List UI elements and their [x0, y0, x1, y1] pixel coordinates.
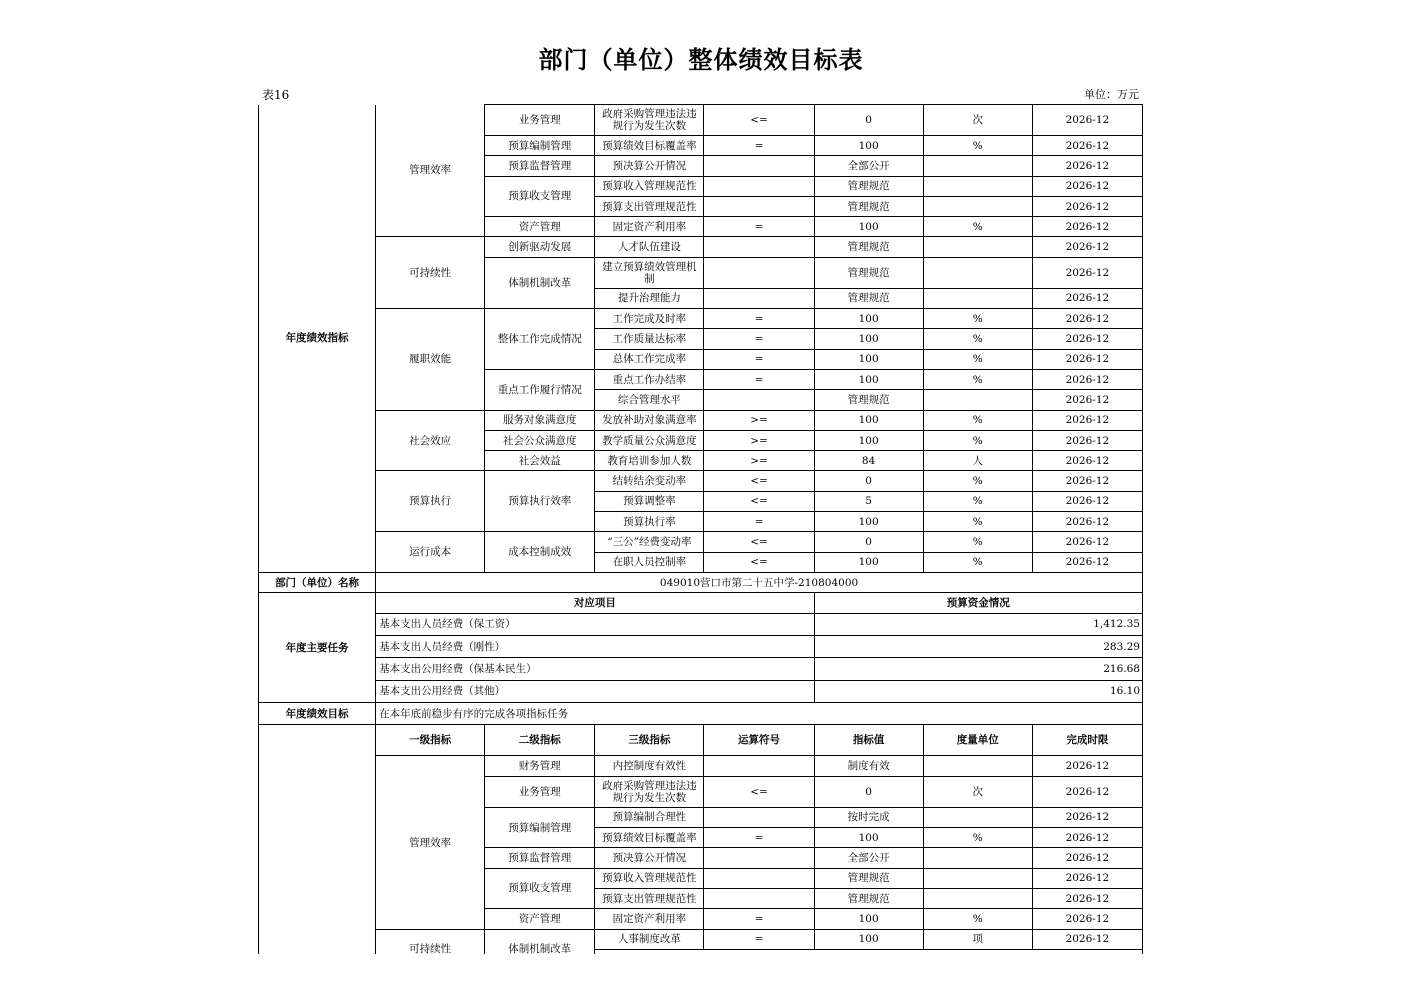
operator-cell: =	[704, 929, 814, 949]
level2-cell: 预算监督管理	[485, 156, 595, 176]
table-number: 表16	[262, 88, 290, 102]
level2-cell: 服务对象满意度	[485, 410, 595, 430]
dept-name-value: 049010营口市第二十五中学-210804000	[376, 572, 1143, 592]
col-header-operator: 运算符号	[704, 725, 814, 756]
operator-cell: <=	[704, 491, 814, 511]
operator-cell	[704, 390, 814, 410]
amount-cell: 216.68	[814, 658, 1142, 680]
section-label-annual-tasks: 年度主要任务	[259, 593, 376, 703]
level3-cell: 预算收入管理规范性	[595, 176, 704, 196]
amount-cell: 283.29	[814, 635, 1142, 657]
deadline-cell: 2026-12	[1032, 349, 1142, 369]
level3-cell: 预算执行率	[595, 512, 704, 532]
unit-cell: %	[923, 430, 1032, 450]
deadline-cell: 2026-12	[1032, 888, 1142, 908]
value-cell: 管理规范	[814, 257, 923, 288]
value-cell: 100	[814, 410, 923, 430]
level2-cell: 财务管理	[485, 756, 595, 776]
project-cell: 基本支出公用经费（其他）	[376, 680, 814, 702]
deadline-cell: 2026-12	[1032, 410, 1142, 430]
value-cell: 100	[814, 909, 923, 929]
value-cell: 全部公开	[814, 156, 923, 176]
level3-cell: 政府采购管理违法违规行为发生次数	[595, 776, 704, 807]
unit-cell	[923, 848, 1032, 868]
table-row	[259, 725, 1143, 756]
performance-target-table	[258, 104, 1143, 954]
deadline-cell: 2026-12	[1032, 237, 1142, 257]
operator-cell: =	[704, 136, 814, 156]
operator-cell: >=	[704, 410, 814, 430]
unit-cell: %	[923, 369, 1032, 389]
operator-cell: >=	[704, 430, 814, 450]
operator-cell: <=	[704, 105, 814, 136]
deadline-cell: 2026-12	[1032, 848, 1142, 868]
level3-cell: 建立预算绩效管理机制	[595, 257, 704, 288]
operator-cell	[704, 848, 814, 868]
table-row	[259, 593, 1143, 613]
level3-cell: 总体工作完成率	[595, 349, 704, 369]
unit-cell: %	[923, 349, 1032, 369]
level2-cell: 成本控制成效	[485, 532, 595, 573]
deadline-cell: 2026-12	[1032, 430, 1142, 450]
deadline-cell: 2026-12	[1032, 828, 1142, 848]
value-cell: 管理规范	[814, 237, 923, 257]
value-cell: 100	[814, 929, 923, 949]
level2-cell: 创新驱动发展	[485, 237, 595, 257]
level3-cell: 预算支出管理规范性	[595, 888, 704, 908]
value-cell: 100	[814, 329, 923, 349]
deadline-cell: 2026-12	[1032, 776, 1142, 807]
level3-cell: 固定资产利用率	[595, 909, 704, 929]
table-row	[259, 471, 1143, 491]
level1-cell: 预算执行	[376, 471, 485, 532]
col-header-deadline: 完成时限	[1032, 725, 1142, 756]
table-row	[259, 680, 1143, 702]
table-cell-cut	[595, 949, 1143, 954]
operator-cell: =	[704, 512, 814, 532]
deadline-cell: 2026-12	[1032, 491, 1142, 511]
col-header-value: 指标值	[814, 725, 923, 756]
budget-header: 预算资金情况	[814, 593, 1142, 613]
unit-cell: %	[923, 329, 1032, 349]
operator-cell: =	[704, 329, 814, 349]
value-cell: 管理规范	[814, 390, 923, 410]
level2-cell: 预算编制管理	[485, 136, 595, 156]
value-cell: 管理规范	[814, 288, 923, 308]
unit-cell: %	[923, 512, 1032, 532]
value-cell: 100	[814, 136, 923, 156]
unit-cell: %	[923, 491, 1032, 511]
table-row	[259, 929, 1143, 949]
level3-cell: 预决算公开情况	[595, 848, 704, 868]
unit-cell: %	[923, 828, 1032, 848]
value-cell: 0	[814, 105, 923, 136]
amount-cell: 16.10	[814, 680, 1142, 702]
level3-cell: 结转结余变动率	[595, 471, 704, 491]
operator-cell	[704, 257, 814, 288]
operator-cell	[704, 176, 814, 196]
unit-cell	[923, 888, 1032, 908]
unit-cell	[923, 156, 1032, 176]
value-cell: 全部公开	[814, 848, 923, 868]
level1-cell: 履职效能	[376, 309, 485, 410]
deadline-cell: 2026-12	[1032, 105, 1142, 136]
table-row	[259, 410, 1143, 430]
level3-cell: 预算编制合理性	[595, 807, 704, 827]
table-row	[259, 613, 1143, 635]
deadline-cell: 2026-12	[1032, 136, 1142, 156]
unit-cell: %	[923, 217, 1032, 237]
deadline-cell: 2026-12	[1032, 196, 1142, 216]
level3-cell: 在职人员控制率	[595, 552, 704, 572]
value-cell: 100	[814, 369, 923, 389]
level2-cell: 预算执行效率	[485, 471, 595, 532]
col-header-level2: 二级指标	[485, 725, 595, 756]
operator-cell: =	[704, 909, 814, 929]
operator-cell: =	[704, 369, 814, 389]
value-cell: 管理规范	[814, 196, 923, 216]
value-cell: 100	[814, 828, 923, 848]
level3-cell: 固定资产利用率	[595, 217, 704, 237]
unit-cell: %	[923, 136, 1032, 156]
level2-cell: 重点工作履行情况	[485, 369, 595, 410]
unit-cell	[923, 390, 1032, 410]
col-header-level1: 一级指标	[376, 725, 485, 756]
project-header: 对应项目	[376, 593, 814, 613]
level3-cell: 重点工作办结率	[595, 369, 704, 389]
level2-cell: 资产管理	[485, 217, 595, 237]
table-row	[259, 309, 1143, 329]
level3-cell: 预算收入管理规范性	[595, 868, 704, 888]
page-title: 部门（单位）整体绩效目标表	[538, 46, 864, 74]
level3-cell: 综合管理水平	[595, 390, 704, 410]
operator-cell	[704, 288, 814, 308]
deadline-cell: 2026-12	[1032, 288, 1142, 308]
value-cell: 100	[814, 217, 923, 237]
table-row	[259, 703, 1143, 725]
operator-cell	[704, 868, 814, 888]
operator-cell: =	[704, 349, 814, 369]
level1-cell: 管理效率	[376, 756, 485, 929]
deadline-cell: 2026-12	[1032, 909, 1142, 929]
col-header-level3: 三级指标	[595, 725, 704, 756]
level3-cell: 人才队伍建设	[595, 237, 704, 257]
level3-cell: 工作质量达标率	[595, 329, 704, 349]
unit-cell	[923, 756, 1032, 776]
table-row	[259, 532, 1143, 552]
level2-cell: 社会公众满意度	[485, 430, 595, 450]
value-cell: 0	[814, 532, 923, 552]
level1-cell: 管理效率	[376, 105, 485, 237]
unit-cell: %	[923, 532, 1032, 552]
level3-cell: 预算绩效目标覆盖率	[595, 828, 704, 848]
table-row	[259, 105, 1143, 136]
table-row	[259, 635, 1143, 657]
level3-cell: 内控制度有效性	[595, 756, 704, 776]
level3-cell: 工作完成及时率	[595, 309, 704, 329]
operator-cell: <=	[704, 532, 814, 552]
deadline-cell: 2026-12	[1032, 756, 1142, 776]
value-cell: 管理规范	[814, 888, 923, 908]
deadline-cell: 2026-12	[1032, 451, 1142, 471]
deadline-cell: 2026-12	[1032, 329, 1142, 349]
value-cell: 100	[814, 349, 923, 369]
deadline-cell: 2026-12	[1032, 309, 1142, 329]
value-cell: 100	[814, 512, 923, 532]
level3-cell: 人事制度改革	[595, 929, 704, 949]
dept-name-label: 部门（单位）名称	[259, 572, 376, 592]
level3-cell: 发放补助对象满意率	[595, 410, 704, 430]
operator-cell: <=	[704, 776, 814, 807]
level2-cell: 整体工作完成情况	[485, 309, 595, 370]
section-label-annual-indicators-blank	[259, 725, 376, 954]
deadline-cell: 2026-12	[1032, 807, 1142, 827]
level2-cell: 预算编制管理	[485, 807, 595, 848]
value-cell: 管理规范	[814, 176, 923, 196]
value-cell: 84	[814, 451, 923, 471]
deadline-cell: 2026-12	[1032, 369, 1142, 389]
value-cell: 0	[814, 776, 923, 807]
unit-cell	[923, 196, 1032, 216]
operator-cell: =	[704, 309, 814, 329]
level1-cell: 可持续性	[376, 929, 485, 954]
level2-cell: 社会效益	[485, 451, 595, 471]
deadline-cell: 2026-12	[1032, 217, 1142, 237]
level2-cell: 预算收支管理	[485, 868, 595, 909]
level3-cell: 预算支出管理规范性	[595, 196, 704, 216]
level3-cell: 提升治理能力	[595, 288, 704, 308]
unit-cell	[923, 807, 1032, 827]
table-row	[259, 237, 1143, 257]
amount-cell: 1,412.35	[814, 613, 1142, 635]
operator-cell: <=	[704, 552, 814, 572]
section-label-annual-indicators: 年度绩效指标	[259, 105, 376, 573]
level3-cell: 政府采购管理违法违规行为发生次数	[595, 105, 704, 136]
unit-cell	[923, 176, 1032, 196]
operator-cell	[704, 237, 814, 257]
deadline-cell: 2026-12	[1032, 257, 1142, 288]
project-cell: 基本支出人员经费（保工资）	[376, 613, 814, 635]
table-row	[259, 658, 1143, 680]
deadline-cell: 2026-12	[1032, 156, 1142, 176]
deadline-cell: 2026-12	[1032, 929, 1142, 949]
unit-cell: %	[923, 552, 1032, 572]
col-header-unit: 度量单位	[923, 725, 1032, 756]
unit-label: 单位：万元	[1084, 88, 1139, 101]
level3-cell: 教学质量公众满意度	[595, 430, 704, 450]
project-cell: 基本支出公用经费（保基本民生）	[376, 658, 814, 680]
level2-cell: 体制机制改革	[485, 929, 595, 954]
project-cell: 基本支出人员经费（刚性）	[376, 635, 814, 657]
unit-cell: 人	[923, 451, 1032, 471]
level3-cell: 预算绩效目标覆盖率	[595, 136, 704, 156]
unit-cell	[923, 257, 1032, 288]
deadline-cell: 2026-12	[1032, 868, 1142, 888]
operator-cell: =	[704, 828, 814, 848]
level2-cell: 业务管理	[485, 105, 595, 136]
level1-cell: 可持续性	[376, 237, 485, 309]
operator-cell: >=	[704, 451, 814, 471]
deadline-cell: 2026-12	[1032, 532, 1142, 552]
level2-cell: 体制机制改革	[485, 257, 595, 308]
unit-cell: %	[923, 471, 1032, 491]
unit-cell	[923, 237, 1032, 257]
value-cell: 0	[814, 471, 923, 491]
value-cell: 100	[814, 309, 923, 329]
level2-cell: 业务管理	[485, 776, 595, 807]
unit-cell	[923, 288, 1032, 308]
performance-table-wrapper	[258, 104, 1144, 954]
annual-goal-text: 在本年底前稳步有序的完成各项指标任务	[376, 703, 1143, 725]
unit-cell: %	[923, 410, 1032, 430]
level3-cell: 教育培训参加人数	[595, 451, 704, 471]
operator-cell	[704, 156, 814, 176]
unit-cell: %	[923, 309, 1032, 329]
deadline-cell: 2026-12	[1032, 176, 1142, 196]
level3-cell: “三公”经费变动率	[595, 532, 704, 552]
level1-cell: 社会效应	[376, 410, 485, 471]
value-cell: 5	[814, 491, 923, 511]
level3-cell: 预决算公开情况	[595, 156, 704, 176]
operator-cell: <=	[704, 471, 814, 491]
table-row	[259, 756, 1143, 776]
level2-cell: 预算收支管理	[485, 176, 595, 217]
level2-cell: 资产管理	[485, 909, 595, 929]
operator-cell	[704, 807, 814, 827]
level2-cell: 预算监督管理	[485, 848, 595, 868]
deadline-cell: 2026-12	[1032, 552, 1142, 572]
operator-cell: =	[704, 217, 814, 237]
deadline-cell: 2026-12	[1032, 390, 1142, 410]
operator-cell	[704, 888, 814, 908]
value-cell: 按时完成	[814, 807, 923, 827]
unit-cell	[923, 868, 1032, 888]
value-cell: 100	[814, 430, 923, 450]
unit-cell: %	[923, 909, 1032, 929]
level1-cell: 运行成本	[376, 532, 485, 573]
operator-cell	[704, 756, 814, 776]
table-row	[259, 572, 1143, 592]
value-cell: 100	[814, 552, 923, 572]
unit-cell: 次	[923, 105, 1032, 136]
level3-cell: 预算调整率	[595, 491, 704, 511]
unit-cell: 项	[923, 929, 1032, 949]
value-cell: 管理规范	[814, 868, 923, 888]
deadline-cell: 2026-12	[1032, 512, 1142, 532]
operator-cell	[704, 196, 814, 216]
deadline-cell: 2026-12	[1032, 471, 1142, 491]
value-cell: 制度有效	[814, 756, 923, 776]
annual-goal-label: 年度绩效目标	[259, 703, 376, 725]
unit-cell: 次	[923, 776, 1032, 807]
